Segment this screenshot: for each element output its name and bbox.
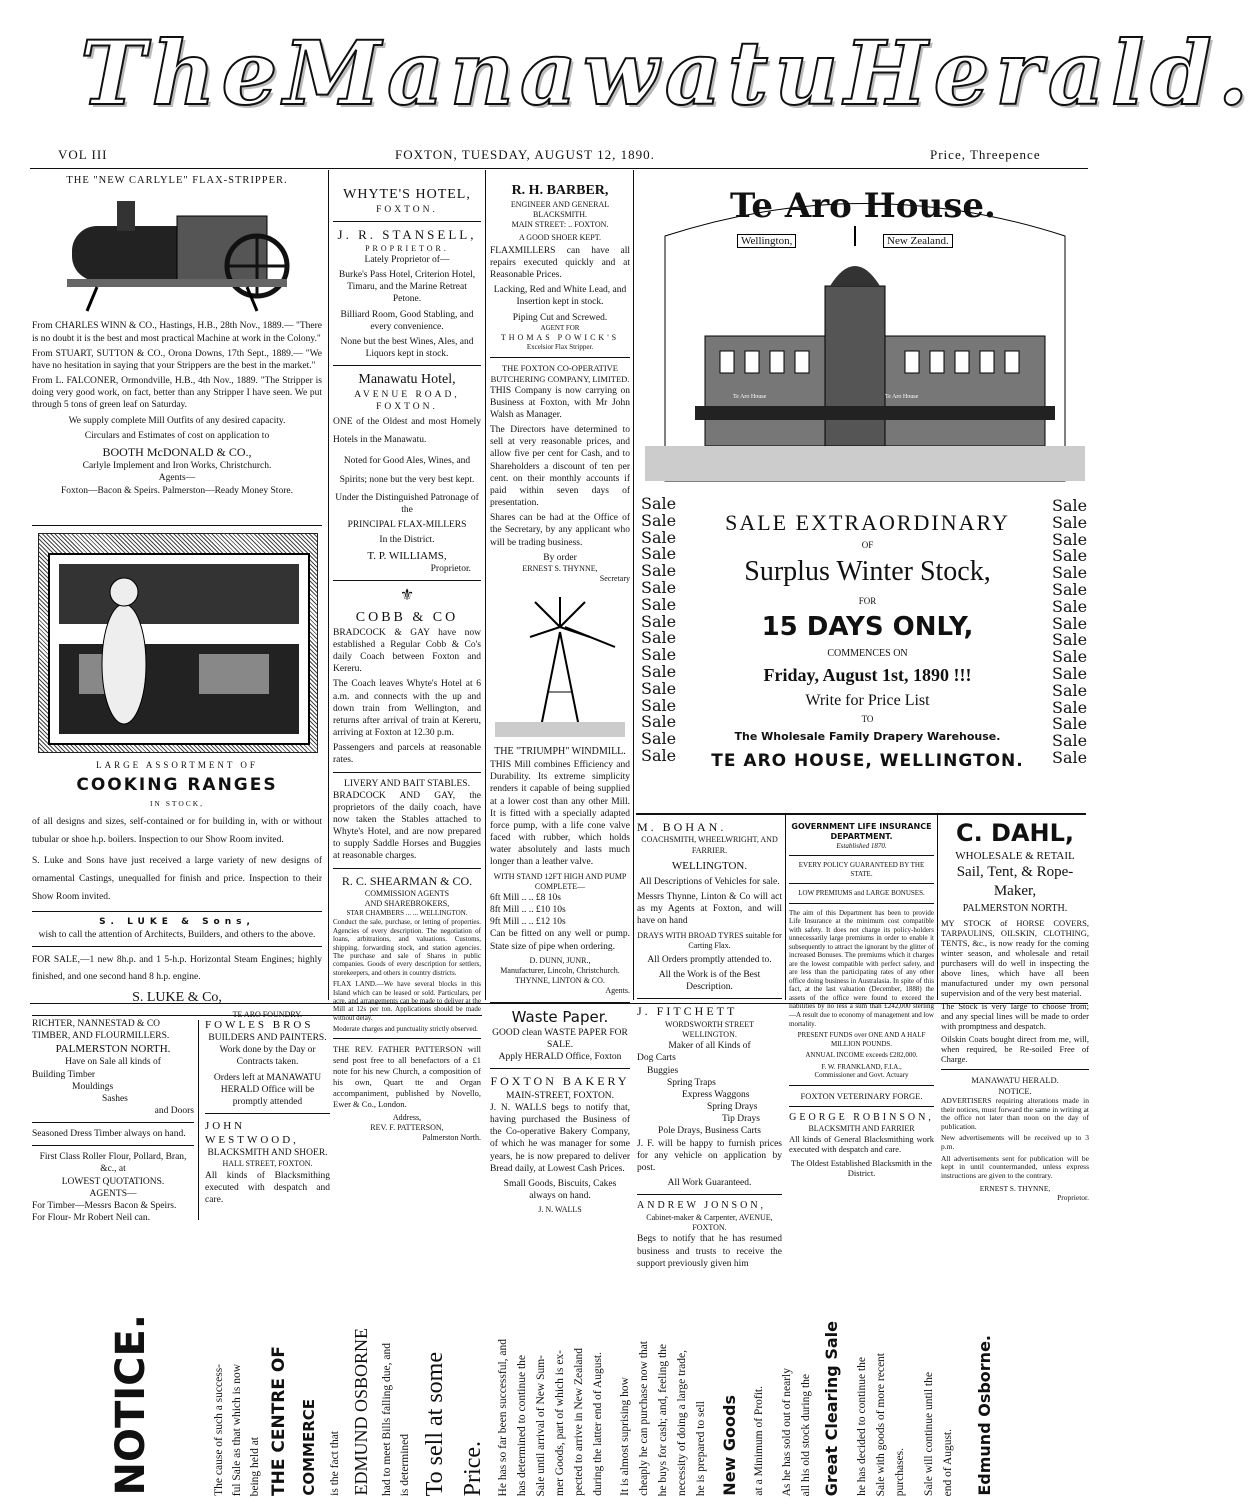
booth-mcdonald: BOOTH McDONALD & CO.,	[102, 444, 252, 459]
divider	[490, 357, 630, 358]
richter-l6: Seasoned Dress Timber always on hand.	[32, 1129, 186, 1140]
sale-word: Sale	[641, 661, 677, 681]
dahl-b3: Oilskin Coats bought direct from me, will, when required, be Re-soiled Free of Charge.	[941, 1034, 1089, 1065]
osborne-v9b: cheaply he can purchase now that	[638, 1341, 650, 1496]
forge-head: FOXTON VETERINARY FORGE.	[800, 1090, 923, 1101]
osborne-v8f: during the latter end of August.	[592, 1352, 604, 1496]
williams-role: Proprietor.	[430, 564, 471, 575]
westwood-head: JOHN WESTWOOD,	[205, 1120, 299, 1147]
stansell-name: J. R. STANSELL,	[337, 227, 477, 243]
govt-sig2: Commissioner and Govt. Actuary	[814, 1071, 909, 1080]
sale-word: Sale	[1052, 563, 1088, 583]
richter-l3: Mouldings	[72, 1081, 114, 1092]
butchering-b3: Shares can be had at the Office of the Secretary, by any applicant who will be trading business.	[490, 513, 630, 548]
dahl-head: C. DAHL,	[955, 819, 1075, 847]
manawatu-hotel-l3: Under the Distinguished Patronage of the	[335, 492, 479, 515]
barber-b5: THOMAS POWICK'S	[500, 332, 620, 342]
sale-word: Sale	[641, 561, 677, 581]
divider	[32, 525, 322, 526]
header-rule	[30, 168, 1088, 169]
osborne-v1c: being held at	[249, 1436, 261, 1496]
forge-sub: BLACKSMITH AND FARRIER	[808, 1124, 915, 1134]
ranges-in-stock: IN STOCK,	[149, 799, 205, 809]
osborne-v12b: all his old stock during the	[800, 1373, 812, 1496]
govt-est: Established 1870.	[836, 841, 887, 850]
richter-l10: For Timber—Messrs Bacon & Speirs.	[32, 1200, 177, 1211]
williams-name: T. P. WILLIAMS,	[367, 550, 447, 563]
fitchett-addr: WORDSWORTH STREET WELLINGTON.	[664, 1019, 755, 1040]
fitchett-l4: Express Waggons	[682, 1089, 750, 1100]
sale-t2: OF	[861, 540, 874, 550]
osborne-v8e: pected to arrive in New Zealand	[573, 1348, 585, 1496]
herald-notice-b3: All advertisements sent for publication will be kept in until countermanded, unless express instructions are given to the contrary.	[941, 1153, 1089, 1180]
windmill-row: 6ft Mill .. .. £8 10s	[490, 893, 561, 903]
sale-word: Sale	[1052, 529, 1088, 549]
herald-notice-role: Proprietor.	[1057, 1193, 1089, 1203]
divider	[333, 868, 481, 869]
westwood-b1: All kinds of Blacksmithing executed with despatch and care.	[205, 1170, 330, 1205]
osborne-v15a: Sale will continue until the	[923, 1372, 935, 1496]
testimonial-falconer: From L. FALCONER, Ormondville, H.B., 4th Nov., 1889. "The Stripper is doing very good work, on fact, better than any Stripper I have seen. We put through 5 tons of green leaf on Saturday.	[32, 376, 322, 411]
waste-b2: Apply HERALD Office, Foxton	[498, 1052, 622, 1063]
sale-word: Sale	[1052, 731, 1088, 751]
dahl-b2: The Stock is very large to choose from; and any special lines will be made to order with promptness and despatch.	[941, 1001, 1089, 1032]
govt-b2: PRESENT FUNDS over ONE AND A HALF MILLION POUNDS.	[797, 1031, 926, 1048]
divider	[789, 883, 934, 884]
sale-t6: COMMENCES ON	[827, 648, 908, 659]
fitchett-head: J. FITCHETT	[637, 1004, 738, 1019]
fowles-sub: BUILDERS AND PAINTERS.	[208, 1033, 327, 1044]
westwood-sub: BLACKSMITH AND SHOER.	[207, 1148, 328, 1159]
shearman-addr: STAR CHAMBERS ... ... WELLINGTON.	[346, 909, 468, 918]
sale-t1: SALE EXTRAORDINARY	[725, 510, 1010, 535]
shearman-b2: FLAX LAND.—We have several blocks in this Island which can be leased or sold. Particulars, per acre, and arrangements can be made to deliver at the Mill at 12s per ton. Applications should be made without delay.	[333, 980, 481, 1022]
fitchett-b1: Maker of all Kinds of	[668, 1041, 751, 1052]
column-rule	[485, 170, 486, 1000]
ranges-title: COOKING RANGES	[76, 774, 278, 795]
ranges-body-1: of all designs and sizes, self-contained or for building in, with or without tubular or shoe h.p. boilers. Inspection to our Show Room invited.	[32, 816, 322, 845]
bohan-sub: COACHSMITH, WHEELWRIGHT, AND FARRIER.	[641, 835, 778, 855]
te-aro-country: New Zealand.	[883, 234, 953, 248]
butchering-sec: ERNEST S. THYNNE,	[522, 563, 598, 573]
cobb-b3: Passengers and parcels at reasonable rates.	[333, 743, 481, 766]
sale-t11: TE ARO HOUSE, WELLINGTON.	[711, 751, 1024, 771]
osborne-v13: Great Clearing Sale	[822, 1320, 841, 1496]
richter-sub: TIMBER, AND FLOURMILLERS.	[32, 1031, 170, 1042]
flax-stripper-title: THE "NEW CARLYLE" FLAX-STRIPPER.	[66, 175, 288, 186]
fowles-head: FOWLES BROS	[205, 1019, 314, 1031]
sale-word: Sale	[1052, 630, 1088, 650]
osborne-v12a: As he has sold out of nearly	[781, 1367, 793, 1496]
fitchett-l5: Spring Drays	[707, 1102, 758, 1113]
forge-b1: All kinds of General Blacksmithing work executed with despatch and care.	[789, 1134, 934, 1155]
crest-icon: ⚜	[399, 587, 415, 605]
govt-l2: LOW PREMIUMS and LARGE BONUSES.	[798, 889, 925, 898]
bakery-b2: Small Goods, Biscuits, Cakes always on hand.	[503, 1178, 617, 1201]
butchering-b1: THIS Company is now carrying on Business at Foxton, with Mr John Walsh as Manager.	[490, 385, 630, 420]
jonson-b1: Begs to notify that he has resumed business and trusts to receive the support previously given him	[637, 1234, 782, 1269]
windmill-b5: THYNNE, LINTON & CO.	[515, 976, 605, 986]
osborne-v3: COMMERCE	[300, 1399, 318, 1496]
divider	[333, 221, 481, 222]
waste-head: Waste Paper.	[511, 1007, 609, 1026]
agents-label: Agents—	[158, 473, 196, 484]
windmill-stand: WITH STAND 12FT HIGH AND PUMP COMPLETE—	[493, 871, 627, 891]
sale-word: Sale	[641, 678, 677, 698]
dahl-town: PALMERSTON NORTH.	[962, 903, 1068, 915]
richter-head: RICHTER, NANNESTAD & CO	[32, 1019, 161, 1029]
column-rule	[937, 815, 938, 1000]
butchering-head: THE FOXTON CO-OPERATIVE BUTCHERING COMPANY, LIMITED.	[490, 362, 630, 384]
whytes-l1: Lately Proprietor of—	[364, 254, 450, 265]
osborne-v8b: has determined to continue the	[516, 1354, 528, 1496]
sale-word: Sale	[641, 577, 677, 597]
whytes-l3: Billiard Room, Good Stabling, and every convenience.	[340, 309, 474, 332]
sale-word: Sale	[1052, 714, 1088, 734]
osborne-v9c: he buys for cash; and, feeling the	[657, 1343, 669, 1496]
bohan-b2: Messrs Thynne, Linton & Co will act as my Agents at Foxton, and will have on hand	[637, 892, 782, 927]
osborne-v8c: Sale until arrival of New Sum-	[535, 1354, 547, 1496]
column-rule	[328, 170, 329, 1000]
windmill-b2: Can be fitted on any well or pump. State size of pipe when ordering.	[490, 929, 630, 952]
osborne-v8a: He has so far been successful, and	[497, 1338, 509, 1496]
richter-l11: For Flour- Mr Robert Neil can.	[32, 1213, 151, 1224]
divider	[333, 772, 481, 773]
manawatu-hotel-head: Manawatu Hotel,	[358, 372, 456, 388]
fowles-b2: Orders left at MANAWATU HERALD Office will be promptly attended	[213, 1072, 322, 1107]
forge-b2: The Oldest Established Blacksmith in the District.	[791, 1157, 932, 1179]
flax-stripper-ad	[32, 174, 322, 497]
osborne-v1a: The cause of such a success-	[213, 1364, 225, 1496]
sale-word: Sale	[641, 544, 677, 564]
agents-line: Foxton—Bacon & Speirs. Palmerston—Ready Money Store.	[61, 485, 293, 496]
fitchett-l1: Dog Carts	[637, 1053, 676, 1064]
bohan-b4: All Orders promptly attended to.	[647, 955, 772, 965]
barber-b3: Piping Cut and Screwed.	[512, 312, 608, 323]
divider	[636, 813, 1086, 815]
osborne-v14b: Sale with goods of more recent	[875, 1352, 887, 1496]
osborne-v6a: had to meet Bills falling due, and	[381, 1343, 393, 1496]
barber-b6: Excelsior Flax Stripper.	[526, 342, 594, 351]
osborne-v14a: he has decided to continue the	[856, 1357, 868, 1496]
ranges-body-4: FOR SALE,—1 new 8h.p. and 1 5-h.p. Horizontal Steam Engines; highly finished, and one second hand 8 h.p. engine.	[32, 954, 322, 982]
sale-t3: Surplus Winter Stock,	[744, 556, 991, 587]
fitchett-l2: Buggies	[647, 1065, 679, 1076]
waste-b1: GOOD clean WASTE PAPER FOR SALE.	[492, 1027, 628, 1051]
osborne-v1b: ful Sale as that which is now	[231, 1363, 243, 1496]
sale-t9: TO	[861, 714, 874, 724]
flax-stripper-engraving	[57, 191, 297, 316]
barber-b2: Lacking, Red and White Lead, and Insertion kept in stock.	[493, 285, 627, 308]
richter-l1: Have on Sale all kinds of	[65, 1057, 161, 1068]
windmill-b4: Manufacturer, Lincoln, Christchurch.	[500, 966, 620, 976]
fitchett-b3: All Work Guaranteed.	[667, 1178, 752, 1189]
sale-word: Sale	[1052, 546, 1088, 566]
circulars-line: Circulars and Estimates of cost on application to	[84, 430, 270, 441]
sale-word: Sale	[1052, 747, 1088, 767]
richter-town: PALMERSTON NORTH.	[55, 1043, 171, 1056]
govt-head: GOVERNMENT LIFE INSURANCE DEPARTMENT.	[791, 822, 932, 841]
barber-addr: MAIN STREET: .. FOXTON.	[511, 220, 609, 230]
volume-label: VOL III	[58, 147, 108, 162]
herald-notice-sig: ERNEST S. THYNNE,	[979, 1183, 1051, 1193]
osborne-v11: at a Minimum of Profit.	[753, 1386, 765, 1496]
sale-word: Sale	[1052, 663, 1088, 683]
govt-sig: F. W. FRANKLAND, F.I.A.,	[821, 1062, 902, 1071]
ranges-body-2: S. Luke and Sons have just received a large variety of new designs of ornamental Castings, unequalled for finish and price. Inspection to their Show Room invited.	[32, 855, 322, 903]
te-aro-title: Te Aro House.	[730, 186, 996, 226]
dateline	[0, 145, 1114, 167]
sale-word: Sale	[641, 695, 677, 715]
sale-word: Sale	[1052, 647, 1088, 667]
sale-word: Sale	[641, 712, 677, 732]
cobb-b1: BRADCOCK & GAY have now established a Regular Cobb & Co's daily Coach between Foxton and Kereru.	[333, 627, 481, 675]
column-rule	[633, 170, 634, 1000]
manawatu-hotel-l4: PRINCIPAL FLAX-MILLERS	[347, 519, 467, 530]
osborne-v7b: Price.	[460, 1440, 486, 1496]
te-aro-city: Wellington,	[737, 234, 796, 248]
sale-word: Sale	[1052, 512, 1088, 532]
manawatu-hotel-l1: ONE of the Oldest and most Homely Hotels in the Manawatu.	[333, 417, 481, 446]
richter-l4: Sashes	[102, 1093, 128, 1104]
cobb-b2: The Coach leaves Whyte's Hotel at 6 a.m. and connects with the up and down train from Wellington, and returns after arrival of train at Kereru, arriving at Foxton at 12.30 p.m.	[333, 679, 481, 739]
osborne-v8d: mer Goods, part of which is ex-	[554, 1350, 566, 1496]
whytes-town: FOXTON.	[376, 204, 438, 215]
sale-column-right	[1052, 498, 1094, 767]
windmill-row: 9ft Mill .. .. £12 10s	[490, 917, 566, 928]
osborne-v5: EDMUND OSBORNE	[351, 1328, 371, 1496]
osborne-v2: THE CENTRE OF	[269, 1346, 289, 1496]
fitchett-l6: Tip Drays	[722, 1114, 760, 1125]
windmill-b6: Agents.	[605, 986, 630, 996]
price-label: Price, Threepence	[930, 147, 1041, 162]
te-aro-house-engraving	[645, 176, 1085, 488]
whytes-head: WHYTE'S HOTEL,	[343, 187, 471, 202]
sale-word: Sale	[641, 510, 677, 530]
issue-date: FOXTON, TUESDAY, AUGUST 12, 1890.	[395, 147, 655, 162]
kitchen-range-engraving	[38, 533, 318, 753]
sale-word: Sale	[1052, 596, 1088, 616]
osborne-v14c: purchases.	[894, 1447, 906, 1496]
windmill-row: 8ft Mill .. .. £10 10s	[490, 905, 566, 916]
patterson-addr: Address,	[392, 1112, 422, 1122]
bakery-b1: J. N. WALLS begs to notify that, having purchased the Business of the Co-operative Bakery Company, of which he was manager for some years, he is now prepared to deliver Bread daily, at Lowest Cash Prices.	[490, 1102, 630, 1174]
manawatu-hotel-road: AVENUE ROAD,	[354, 390, 460, 401]
shearman-b1: Conduct the sale, purchase, or letting of properties. Agencies of every description. The negotiation of loans, arbitrations, and valuations. Customs, shipping, forwarding stock, and station agencies. The purchase and sale of Shares in public companies. Goods of every description for settlers, storekeepers, and others in country districts.	[333, 918, 481, 977]
herald-notice-b1: ADVERTISERS requiring alterations made in their notices, must forward the same in writing at the office not later than noon on the day of publication.	[941, 1095, 1089, 1131]
testimonial-winn: From CHARLES WINN & CO., Hastings, H.B., 28th Nov., 1889.— "There is no doubt it is the best and most practical Machine at work in the Colony."	[32, 321, 322, 344]
sale-word: Sale	[1052, 579, 1088, 599]
sale-t10: The Wholesale Family Drapery Warehouse.	[734, 730, 1001, 743]
osborne-v16: Edmund Osborne.	[975, 1335, 994, 1496]
sale-t4: FOR	[858, 596, 877, 606]
richter-l9: AGENTS—	[89, 1188, 137, 1199]
column-rule	[785, 815, 786, 1000]
ranges-body-3: wish to call the attention of Architects, Builders, and others to the above.	[38, 929, 316, 940]
fowles-b1: Work done by the Day or Contracts taken.	[219, 1045, 316, 1068]
masthead-word-manawatu: Manawatu	[283, 21, 845, 125]
bohan-town: WELLINGTON.	[671, 859, 748, 872]
bohan-b3: DRAYS WITH BROAD TYRES suitable for Carting Flax.	[637, 930, 782, 950]
bohan-head: M. BOHAN.	[637, 820, 727, 834]
divider	[32, 911, 322, 912]
sale-word: Sale	[641, 628, 677, 648]
sale-word: Sale	[641, 729, 677, 749]
jonson-head: ANDREW JONSON,	[637, 1200, 767, 1212]
osborne-v15b: end of August.	[942, 1428, 954, 1496]
sale-t8: Write for Price List	[805, 692, 930, 709]
manawatu-hotel-l2: Noted for Good Ales, Wines, and Spirits; none but the very best kept.	[339, 456, 475, 485]
bakery-head: FOXTON BAKERY	[490, 1074, 630, 1089]
divider	[333, 580, 481, 581]
shearman-sub2: AND SHAREBROKERS,	[364, 899, 450, 909]
osborne-v9e: he is prepared to sell	[695, 1400, 707, 1496]
jonson-sub: Cabinet-maker & Carpenter, AVENUE, FOXTON.	[646, 1212, 773, 1233]
shearman-sub1: COMMISSION AGENTS	[364, 888, 450, 898]
livery-head: LIVERY AND BAIT STABLES.	[344, 778, 470, 789]
divider	[789, 855, 934, 856]
sale-extraordinary-ad	[690, 510, 1045, 771]
govt-l1: EVERY POLICY GUARANTEED BY THE STATE.	[798, 861, 925, 878]
sale-t5: 15 DAYS ONLY,	[761, 612, 974, 642]
sale-word: Sale	[1052, 613, 1088, 633]
sale-word: Sale	[641, 494, 677, 513]
whytes-l4: None but the best Wines, Ales, and Liquors kept in stock.	[340, 336, 474, 360]
patterson-b1: THE REV. FATHER PATTERSON will send post free to all benefactors of a £1 note for his new Church, a composition of his own, Quart tte and Organ accompaniment, published by Novello, Ewer & Co., London.	[333, 1044, 481, 1109]
herald-notice-sub: NOTICE.	[998, 1086, 1032, 1097]
osborne-v4: is the fact that	[329, 1431, 341, 1496]
bohan-b5: All the Work is of the Best Description.	[658, 970, 761, 993]
osborne-v9a: It is almost suprising how	[619, 1377, 631, 1496]
osborne-v9d: necessity of doing a large trade,	[676, 1349, 688, 1496]
herald-notice-head: MANAWATU HERALD.	[971, 1075, 1059, 1086]
sale-word: Sale	[641, 645, 677, 665]
barber-head: R. H. BARBER,	[511, 183, 609, 198]
testimonial-stuart: From STUART, SUTTON & CO., Orona Downs, 17th Sept., 1889.— "We have no hesitation in saying that your Strippers are the best in the market."	[32, 348, 322, 371]
te-aro-sign-1: Te Aro House	[733, 394, 767, 400]
sale-word: Sale	[641, 594, 677, 614]
forge-name: GEORGE ROBINSON,	[789, 1112, 934, 1124]
fitchett-b2: J. F. will be happy to furnish prices for any vehicle on application by post.	[637, 1138, 782, 1173]
bakery-sub: MAIN-STREET, FOXTON.	[505, 1090, 615, 1101]
masthead-word-the: The	[80, 21, 284, 125]
windmill-head: THE "TRIUMPH" WINDMILL.	[494, 746, 626, 758]
whytes-l2: Burke's Pass Hotel, Criterion Hotel, Timaru, and the Marine Retreat Petone.	[338, 270, 476, 305]
sale-word: Sale	[1052, 697, 1088, 717]
sale-word: Sale	[1052, 680, 1088, 700]
masthead	[80, 18, 1254, 128]
bakery-name: J. N. WALLS	[538, 1205, 582, 1215]
barber-b1: FLAXMILLERS can have all repairs executed quickly and at Reasonable Prices.	[490, 245, 630, 281]
richter-l7: First Class Roller Flour, Pollard, Bran, &c., at	[39, 1152, 187, 1175]
butchering-role: Secretary	[599, 574, 630, 584]
osborne-v6b: is determined	[399, 1433, 411, 1496]
dahl-sub2: Sail, Tent, & Rope-Maker,	[956, 863, 1074, 899]
osborne-v10: New Goods	[720, 1395, 739, 1496]
richter-l8: LOWEST QUOTATIONS.	[61, 1176, 165, 1187]
shearman-head: R. C. SHEARMAN & CO.	[341, 873, 473, 888]
dahl-b1: MY STOCK of HORSE COVERS, TARPAULINS, OILSKIN, CLOTHING, TENTS, &c., is now ready for the coming winter season, and wholesale and retail purchasers will do well in inspecting the above lines, which have all been manufactured under my own personal supervision and of the very best material.	[941, 917, 1089, 999]
butchering-b4: By order	[543, 552, 577, 563]
barber-shoer: A GOOD SHOER KEPT.	[518, 232, 602, 242]
westwood-addr: HALL STREET, FOXTON.	[222, 1159, 313, 1169]
divider	[333, 365, 481, 366]
windmill-engraving	[490, 592, 630, 742]
fitchett-l7: Pole Drays, Business Carts	[658, 1126, 761, 1137]
divider	[789, 903, 934, 904]
herald-notice-b2: New advertisements will be received up to 3 p.m.	[941, 1133, 1089, 1152]
sale-word: Sale	[641, 527, 677, 547]
luke-spaced-name: S. LUKE & Sons,	[99, 917, 255, 928]
bohan-b1: All Descriptions of Vehicles for sale.	[639, 876, 780, 887]
mill-outfits: We supply complete Mill Outfits of any desired capacity.	[68, 415, 286, 426]
cooking-ranges-ad	[32, 760, 322, 1020]
richter-l2: Building Timber	[32, 1069, 96, 1080]
patterson-name: REV. F. PATTERSON,	[370, 1122, 444, 1132]
butchering-b2: The Directors have determined to sell at very reasonable prices, and allow five per cent for Cash, and to Shareholders a discount of ten per cent. on their monthly accounts if paid within seven days of presentation.	[490, 425, 630, 509]
luke-firm: S. LUKE & Co,	[132, 989, 222, 1005]
ranges-intro: LARGE ASSORTMENT OF	[96, 760, 258, 770]
fitchett-l3: Spring Traps	[667, 1077, 716, 1088]
sale-column-left	[641, 496, 683, 765]
windmill-b3: D. DUNN, JUNR.,	[529, 955, 591, 965]
cobb-head: COBB & CO	[355, 609, 459, 625]
manawatu-hotel-town: FOXTON.	[376, 402, 438, 413]
osborne-notice: NOTICE.	[108, 1314, 154, 1496]
sale-word: Sale	[641, 611, 677, 631]
divider	[32, 946, 322, 947]
windmill-b1: THIS Mill combines Efficiency and Durability. Its extreme simplicity renders it capable of being supplied at a lower cost than any other Mill. It is fitted with a specially adapted force pump, with a life cone valve faced with rubber, which holds water absolutely and lasts much longer than a leather valve.	[490, 760, 630, 868]
carlyle-works: Carlyle Implement and Iron Works, Christchurch.	[82, 461, 272, 472]
osborne-vertical-ad	[0, 1000, 1114, 1500]
govt-b1: The aim of this Department has been to provide Life Insurance at the minimum cost compatible with safety. It does not charge its policy-holders unnecessarily large premiums in order to enable it subsequently to attract the ignorant by the glitter of increased Bonuses. The premiums which it charges are the lowest compatible with perfect safety, and are less than the participating rates of any other office doing business in Australasia. In spite of this fact, at the last valuation (December, 1888) the assets of the office were found to exceed the liabilities by no less a sum than £242,000 sterling—A result due to economy of management and low mortality.	[789, 908, 934, 1028]
patterson-town: Palmerston North.	[422, 1133, 481, 1143]
masthead-word-herald: Herald.	[844, 21, 1254, 125]
sale-word: Sale	[641, 745, 677, 765]
govt-b3: ANNUAL INCOME exceeds £282,000.	[805, 1051, 918, 1060]
stansell-role: PROPRIETOR.	[365, 243, 449, 253]
dahl-sub1: WHOLESALE & RETAIL	[955, 849, 1075, 862]
barber-b4: AGENT FOR	[540, 323, 580, 332]
te-aro-sign-2: Te Aro House	[885, 394, 919, 400]
manawatu-hotel-l5: In the District.	[379, 535, 435, 546]
livery-b1: BRADCOCK AND GAY, the proprietors of the daily coach, have now taken the Stables attached to Whyte's Hotel, and are now prepared to supply Saddle Horses and Buggies at reasonable charges.	[333, 790, 481, 862]
sale-word: Sale	[1052, 496, 1088, 515]
shearman-b3: Moderate charges and punctuality strictly observed.	[333, 1025, 478, 1034]
sale-t7: Friday, August 1st, 1890 !!!	[763, 665, 972, 685]
richter-l5: and Doors	[154, 1106, 194, 1117]
barber-sub: ENGINEER AND GENERAL BLACKSMITH.	[510, 199, 610, 220]
osborne-v7a: To sell at some	[422, 1351, 448, 1496]
